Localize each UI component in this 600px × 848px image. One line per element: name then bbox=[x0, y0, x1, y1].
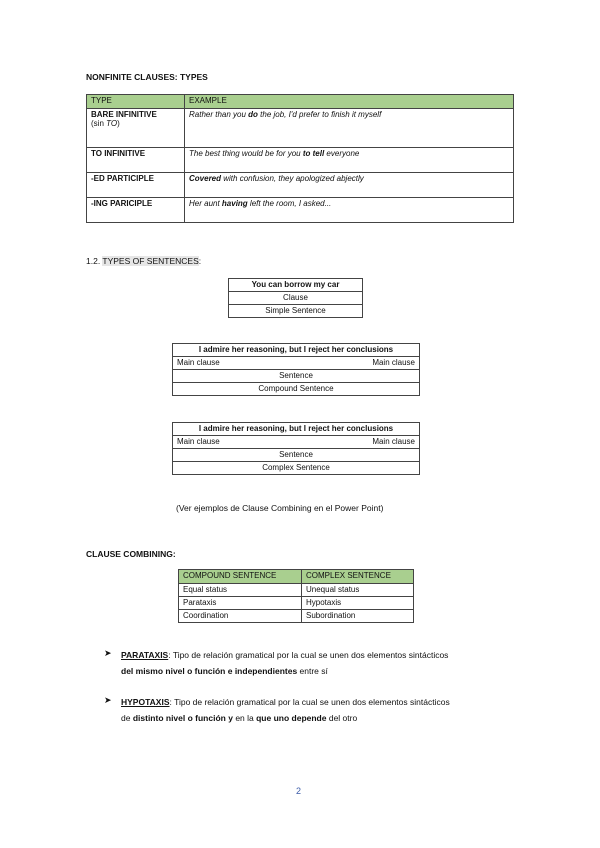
table-row bbox=[87, 148, 514, 173]
complex-cell: Subordination bbox=[302, 610, 414, 623]
simple-sentence-table bbox=[228, 278, 363, 318]
example-cell: The best thing would be for you to tell everyone bbox=[185, 148, 514, 173]
compound-cell: Equal status bbox=[179, 584, 302, 597]
compound-sentence-table bbox=[172, 343, 420, 396]
simple-clause: Clause bbox=[229, 292, 363, 305]
powerpoint-note: (Ver ejemplos de Clause Combining en el Power Point) bbox=[176, 503, 384, 513]
example-cell: Her aunt having left the room, I asked... bbox=[185, 198, 514, 223]
table-row bbox=[179, 597, 414, 610]
table-row bbox=[87, 173, 514, 198]
type-label: BARE INFINITIVE bbox=[91, 110, 157, 119]
parataxis-definition: PARATAXIS: Tipo de relación gramatical por la cual se unen dos elementos sintácticos del mismo nivel o función e independientes entre sí bbox=[121, 650, 449, 676]
type-note: (sin TO) bbox=[91, 119, 120, 128]
table-row bbox=[87, 109, 514, 148]
section-title-clause-combining: CLAUSE COMBINING: bbox=[86, 549, 176, 559]
table-row bbox=[179, 584, 414, 597]
compound-sentence-text: I admire her reasoning, but I reject her conclusions bbox=[173, 344, 420, 357]
arrow-bullet-icon: ➤ bbox=[104, 695, 112, 705]
simple-type: Simple Sentence bbox=[229, 305, 363, 318]
header-compound: COMPOUND SENTENCE bbox=[179, 570, 302, 584]
compound-level: Sentence bbox=[173, 370, 420, 383]
arrow-bullet-icon: ➤ bbox=[104, 648, 112, 658]
complex-sentence-text: I admire her reasoning, but I reject her conclusions bbox=[173, 423, 420, 436]
type-cell: -ING PARICIPLE bbox=[87, 198, 185, 223]
page-number: 2 bbox=[296, 786, 302, 796]
simple-sentence-text: You can borrow my car bbox=[229, 279, 363, 292]
type-cell: TO INFINITIVE bbox=[87, 148, 185, 173]
complex-cell: Hypotaxis bbox=[302, 597, 414, 610]
hypotaxis-definition: HYPOTAXIS: Tipo de relación gramatical por la cual se unen dos elementos sintácticos de distinto nivel o función y en la que uno depende del otro bbox=[121, 697, 450, 723]
compound-clauses: Main clause Main clause bbox=[173, 357, 420, 370]
header-example: EXAMPLE bbox=[185, 95, 514, 109]
type-cell: -ED PARTICIPLE bbox=[87, 173, 185, 198]
section-title-types-of-sentences: 1.2. TYPES OF SENTENCES: bbox=[86, 256, 202, 266]
complex-level: Sentence bbox=[173, 449, 420, 462]
complex-sentence-table bbox=[172, 422, 420, 475]
header-type: TYPE bbox=[87, 95, 185, 109]
complex-cell: Unequal status bbox=[302, 584, 414, 597]
clause-combining-table bbox=[178, 569, 414, 623]
example-cell: Rather than you do the job, I'd prefer to finish it myself bbox=[185, 109, 514, 148]
example-cell: Covered with confusion, they apologized abjectly bbox=[185, 173, 514, 198]
compound-cell: Coordination bbox=[179, 610, 302, 623]
compound-cell: Parataxis bbox=[179, 597, 302, 610]
section-title-nonfinite: NONFINITE CLAUSES: TYPES bbox=[86, 72, 208, 82]
complex-type: Complex Sentence bbox=[173, 462, 420, 475]
table-header-row bbox=[87, 95, 514, 109]
compound-type: Compound Sentence bbox=[173, 383, 420, 396]
table-row bbox=[179, 610, 414, 623]
complex-clauses: Main clause Main clause bbox=[173, 436, 420, 449]
nonfinite-types-table bbox=[86, 94, 514, 223]
type-cell bbox=[87, 109, 185, 148]
header-complex: COMPLEX SENTENCE bbox=[302, 570, 414, 584]
table-row bbox=[87, 198, 514, 223]
